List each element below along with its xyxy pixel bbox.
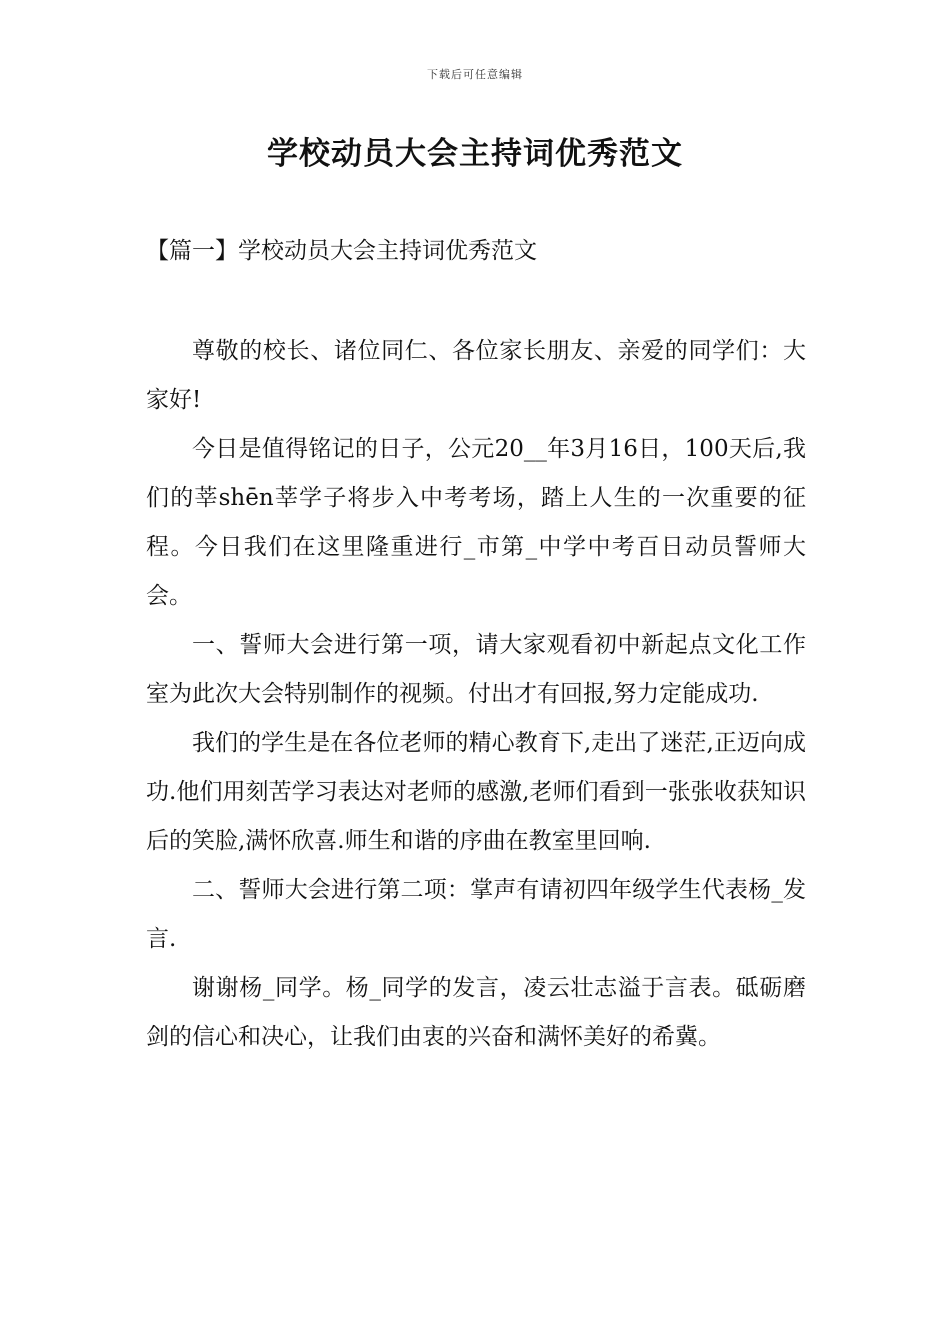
paragraph: 我们的学生是在各位老师的精心教育下,走出了迷茫,正迈向成功.他们用刻苦学习表达对老师的感激,老师们看到一张张收获知识后的笑脸,满怀欣喜.师生和谐的序曲在教室里回响.: [146, 730, 806, 854]
paragraph: 二、誓师大会进行第二项：掌声有请初四年级学生代表杨_发言.: [146, 877, 806, 952]
section-heading: 【篇一】学校动员大会主持词优秀范文: [146, 238, 537, 264]
paragraph: 尊敬的校长、诸位同仁、各位家长朋友、亲爱的同学们：大家好!: [146, 338, 806, 413]
paragraph: 一、誓师大会进行第一项，请大家观看初中新起点文化工作室为此次大会特别制作的视频。付出才有回报,努力定能成功.: [146, 632, 806, 707]
paragraph: 今日是值得铭记的日子，公元20__年3月16日，100天后,我们的莘shēn莘学子将步入中考考场，踏上人生的一次重要的征程。今日我们在这里隆重进行_市第_中学中考百日动员誓师大会。: [146, 436, 806, 609]
header-note: 下载后可任意编辑: [427, 68, 523, 81]
paragraph: 谢谢杨_同学。杨_同学的发言，凌云壮志溢于言表。砥砺磨剑的信心和决心，让我们由衷的兴奋和满怀美好的希冀。: [146, 975, 806, 1050]
document-title: 学校动员大会主持词优秀范文: [267, 136, 683, 172]
body-text: [146, 327, 806, 1062]
